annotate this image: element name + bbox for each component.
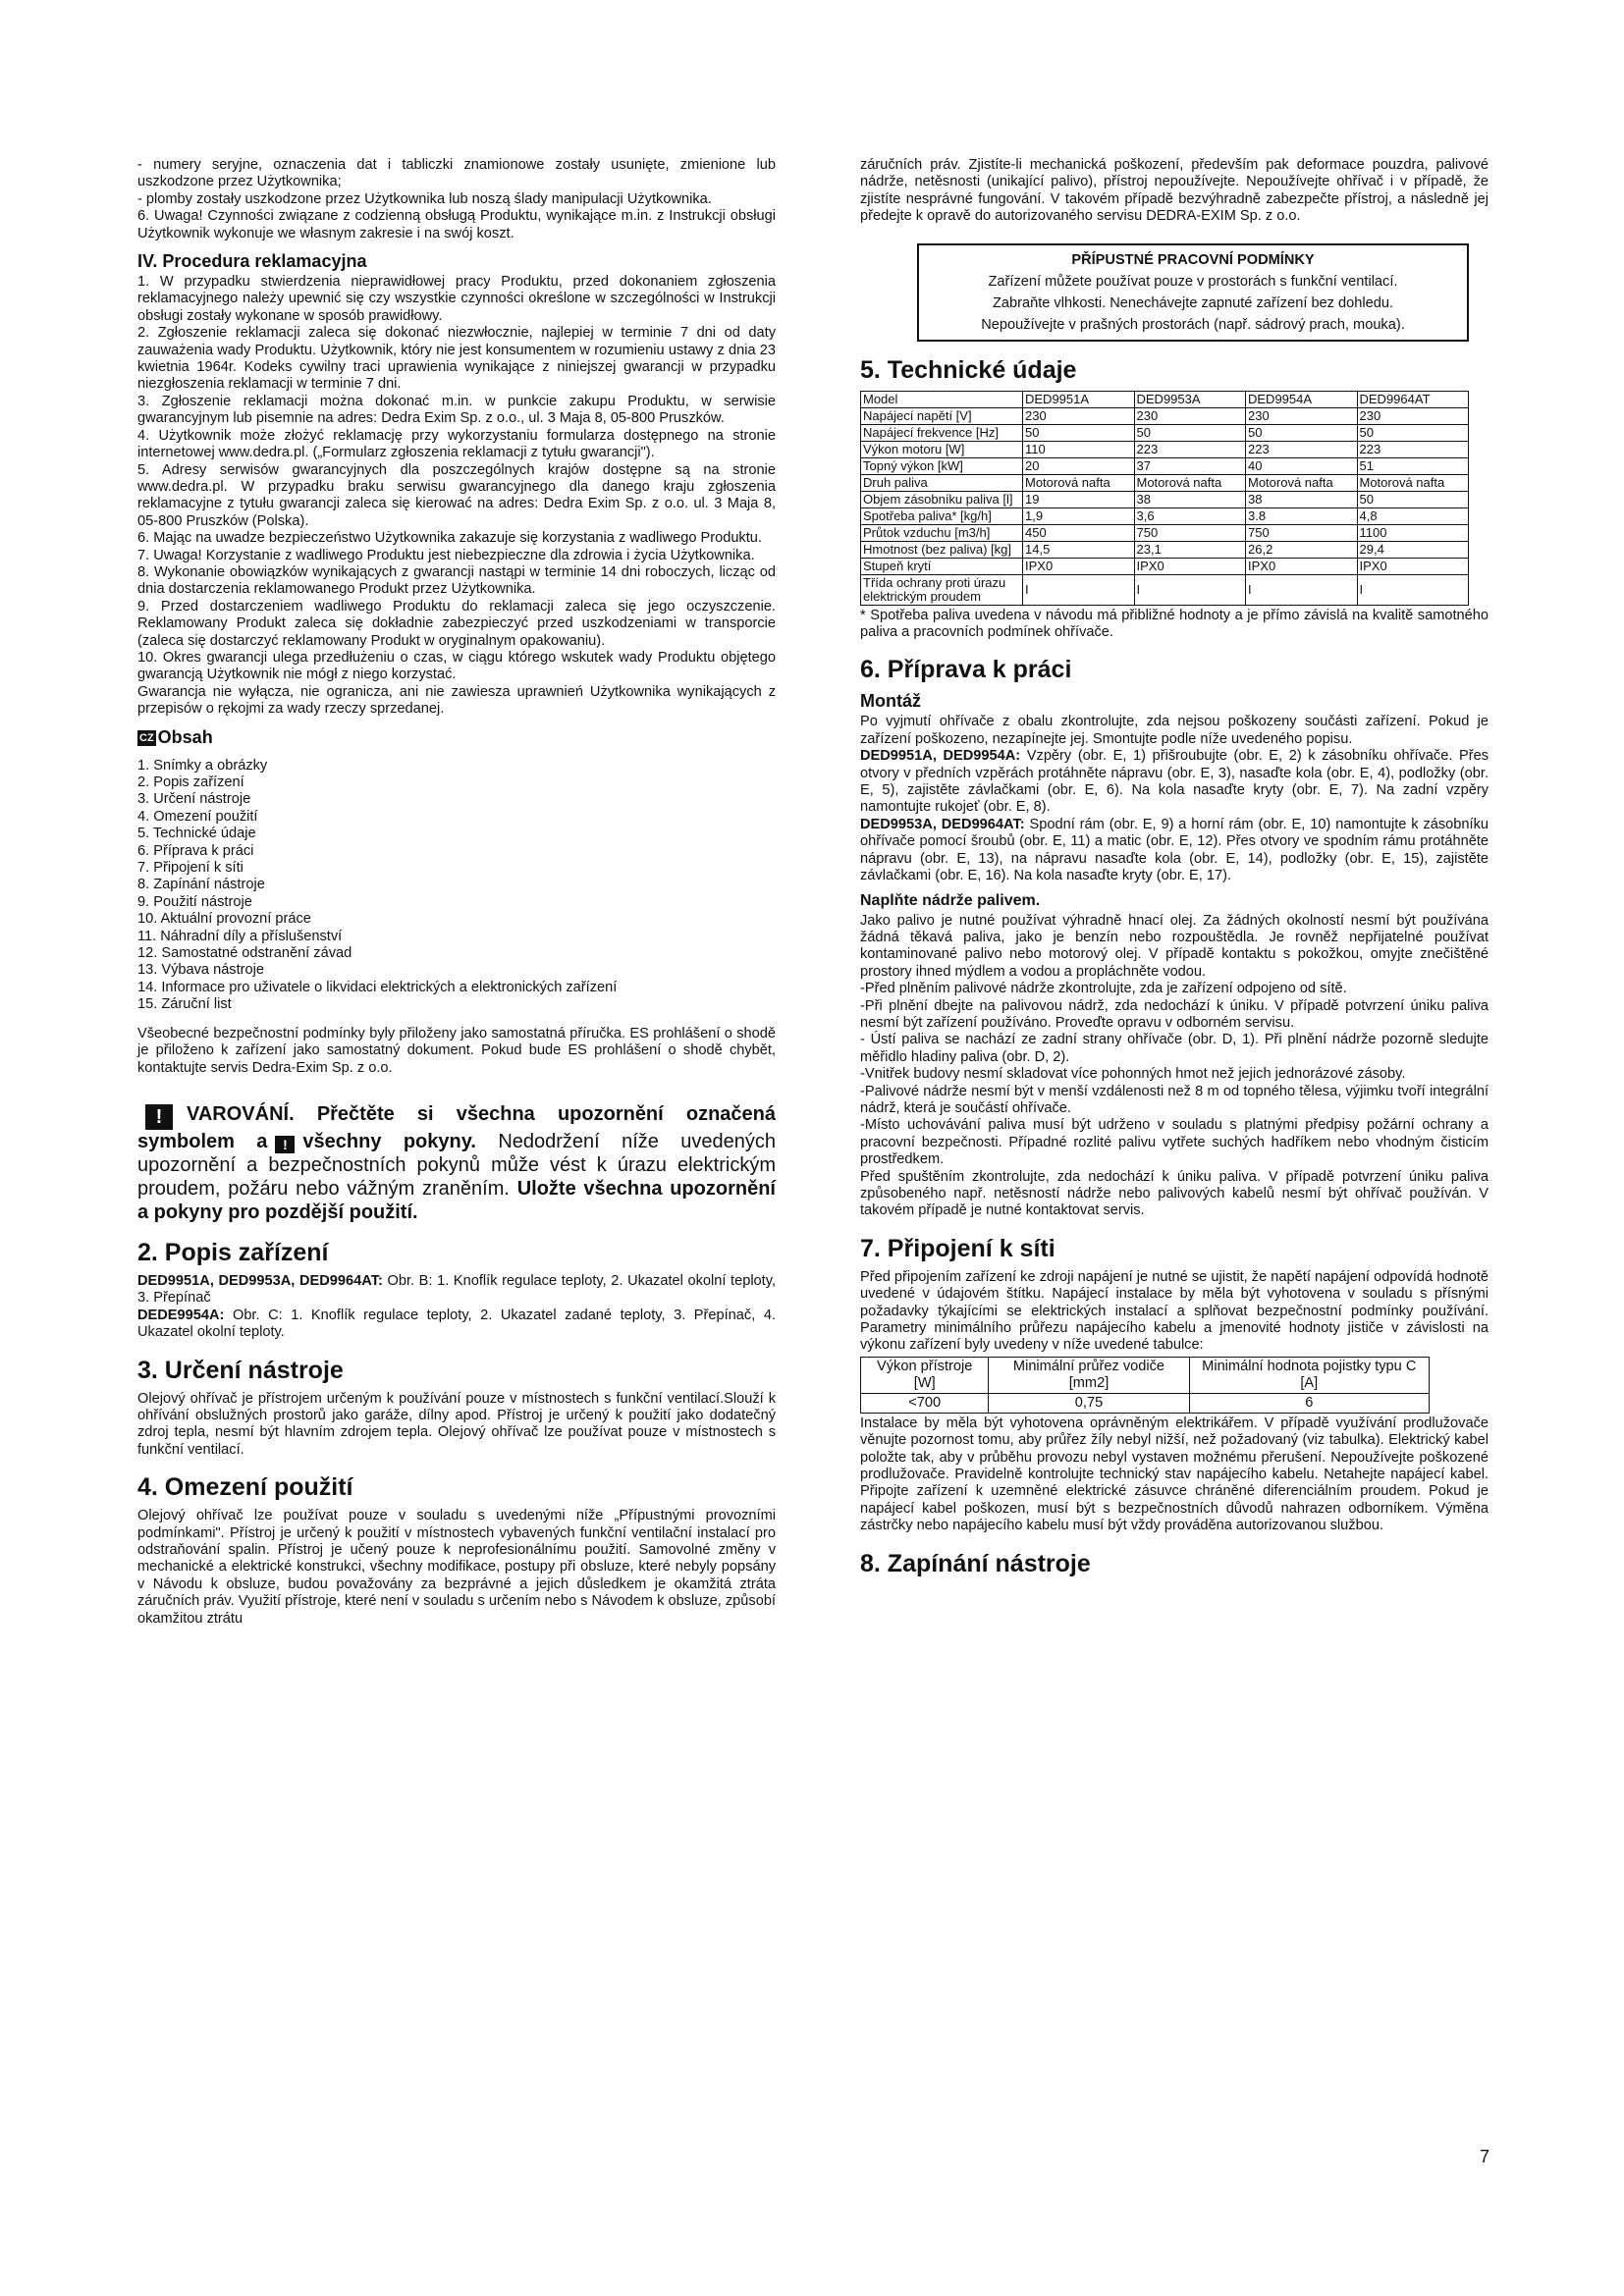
table-cell: IPX0 [1134,558,1246,574]
toc-item: 8. Zapínání nástroje [137,877,265,893]
table-cell: Topný výkon [kW] [861,457,1023,474]
table-cell: 223 [1134,441,1246,457]
page-number: 7 [1480,2147,1490,2166]
fuel-paragraph: Před spuštěním zkontrolujte, zda nedochází k úniku paliva. V případě potvrzení úniku paliva způsobeného např. netěsností nádrže nebo palivových kabelů nesmí být ohřívač používán. V takovém případě je nutné kontaktovat servis. [860,1168,1489,1219]
montaz-paragraph-3 [860,817,1489,885]
toc-item: 15. Záruční list [137,996,232,1013]
table-row [861,574,1469,605]
section-heading-procedura: IV. Procedura reklamacyjna [137,251,367,272]
table-row [861,424,1469,441]
warning-block [137,1102,776,1224]
section-heading-omezeni: 4. Omezení použití [137,1473,353,1502]
warning-bold-2: všechny pokyny. [302,1130,476,1152]
montaz-heading: Montáž [860,691,921,712]
table-cell: Napájecí napětí [V] [861,407,1023,424]
continuation-paragraph: záručních práv. Zjistíte-li mechanická poškození, především pak deformace pouzdra, palivové nádrže, netěsnosti (unikající palivo), přístroj nepoužívejte. Nepoužívejte ohřívač i v případě, že zjistíte nesprávné fungování. V takovém případě bezvýhradně zabezpečte přístroj, a následně jej předejte k opravě do autorizovaného servisu DEDRA-EXIM Sp. z o.o. [860,157,1489,225]
table-cell: 750 [1246,524,1358,541]
table-row [861,507,1469,524]
table-row [861,441,1469,457]
table-cell: Hmotnost (bez paliva) [kg] [861,541,1023,558]
omezeni-paragraph: Olejový ohřívač lze používat pouze v souladu s uvedenými níže „Přípustnými provozními podmínkami". Přístroj je určený k použití v místnostech vybavených funkční ventilační instalací pro odstraňování spalin. Přístroj je učený pouze k neprofesionálnímu použití. Samovolné změny v mechanické a elektrické konstrukci, všechny modifikace, postupy při obsluze, které nebyly popsány v Návodu k obsluze, budou považovány za bezprávné a jejich důsledkem je okamžitá ztráta záručních práv. Využití přístroje, které není v souladu s určením nebo s Návodem k obsluze, způsobí okamžitou ztrátu [137,1508,776,1627]
popis-models-2: DEDE9954A: [137,1307,225,1323]
toc-item: 13. Výbava nástroje [137,962,264,979]
table-cell: Objem zásobníku paliva [l] [861,491,1023,507]
obsah-title: Obsah [157,726,213,747]
table-cell: Motorová nafta [1134,474,1246,491]
table-row [861,524,1469,541]
table-cell: 50 [1023,424,1135,441]
table-cell: Průtok vzduchu [m3/h] [861,524,1023,541]
montaz-paragraph-2 [860,748,1489,817]
popis-text-2: Obr. C: 1. Knoflík regulace teploty, 2. Ukazatel zadané teploty, 3. Přepínač, 4. Ukazatel okolní teploty. [137,1307,776,1341]
table-row [861,491,1469,507]
table-cell: Motorová nafta [1357,474,1469,491]
table-row [861,558,1469,574]
montaz-text-2: Spodní rám (obr. E, 9) a horní rám (obr. E, 10) namontujte k zásobníku ohřívače pomocí šroubů (obr. E, 11) a matic (obr. E, 12). Přes otvory ve spodním rámu protáhněte nápravu (obr. E, 13), na nápravu nasaďte kola (obr. E, 14), podložky (obr. E, 15), zajistěte závlačkami (obr. E, 16). Na kola nasaďte kryty (obr. E, 17). [860,816,1489,884]
procedura-item: 9. Przed dostarczeniem wadliwego Produktu do reklamacji zaleca się jego oczyszczenie. Reklamowany Produkt zaleca się dokładnie zabezpieczyć przed uszkodzeniami w transporcie (zaleca się dostarczyć reklamowany Produkt w oryginalnym opakowaniu). [137,598,776,649]
fuel-heading: Naplňte nádrže palivem. [860,891,1041,909]
table-cell: 750 [1134,524,1246,541]
toc-item: 10. Aktuální provozní práce [137,911,311,928]
warning-small-icon: ! [275,1136,295,1153]
urceni-paragraph: Olejový ohřívač je přístrojem určeným k používání pouze v místnostech s funkční ventilací.Slouží k ohřívání obslužných prostorů jako garáže, dílny apod. Přístroj je určený k použití jako dodatečný zdroj tepla, nesmí být hlavním zdrojem tepla. Olejový ohřívač lze používat pouze v místnostech s funkční ventilací. [137,1390,776,1458]
toc-item: 3. Určení nástroje [137,791,251,808]
table-header-cell: DED9964AT [1357,391,1469,407]
fuel-paragraph: -Palivové nádrže nesmí být v menší vzdálenosti než 8 m od topného tělesa, výjimku tvoří integrální nádrž, která je součástí ohřívače. [860,1083,1489,1116]
table-cell: 110 [1023,441,1135,457]
condition-line: Zařízení můžete používat pouze v prostorách s funkční ventilací. [988,273,1398,290]
table-cell: 26,2 [1246,541,1358,558]
table-cell: 223 [1357,441,1469,457]
table-row [861,1393,1430,1413]
table-header-cell: Minimální hodnota pojistky typu C [A] [1189,1357,1429,1393]
toc-item: 2. Popis zařízení [137,774,244,790]
table-row [861,407,1469,424]
table-cell: 38 [1246,491,1358,507]
cz-flag-badge: CZ [139,731,154,744]
table-cell: 1100 [1357,524,1469,541]
montaz-models-2: DED9953A, DED9964AT: [860,816,1025,832]
warning-lead: VAROVÁNÍ. [187,1102,295,1125]
intro-paragraph: - numery seryjne, oznaczenia dat i tabliczki znamionowe zostały usunięte, zmienione lub uszkodzone przez Użytkownika; [137,157,776,190]
table-cell: 50 [1357,491,1469,507]
table-cell: IPX0 [1357,558,1469,574]
section-heading-zapinani: 8. Zapínání nástroje [860,1549,1091,1577]
section-heading-popis: 2. Popis zařízení [137,1238,329,1266]
toc-item: 9. Použití nástroje [137,893,252,910]
popis-text-1: Obr. B: 1. Knoflík regulace teploty, 2. Ukazatel okolní teploty, 3. Přepínač [137,1272,776,1307]
table-cell: 50 [1246,424,1358,441]
table-cell: 14,5 [1023,541,1135,558]
section-heading-priprava: 6. Příprava k práci [860,656,1072,684]
toc-item: 14. Informace pro uživatele o likvidaci elektrických a elektronických zařízení [137,979,618,995]
fuel-paragraph: -Vnitřek budovy nesmí skladovat více pohonných hmot než jejich jednorázové zásoby. [860,1066,1406,1083]
warning-triangle-icon: ! [145,1104,173,1130]
conditions-title: PŘÍPUSTNÉ PRACOVNÍ PODMÍNKY [1071,251,1315,268]
table-cell: Druh paliva [861,474,1023,491]
table-header-cell: DED9951A [1023,391,1135,407]
table-row [861,1357,1430,1393]
table-cell: Stupeň krytí [861,558,1023,574]
procedura-item: 5. Adresy serwisów gwarancyjnych dla poszczególnych krajów dostępne są na stronie www.dedra.pl. W przypadku braku serwisu gwarancyjnego dla danego kraju zgłoszenia reklamacyjne z tytułu gwarancji zaleca się kierować na adres: Dedra Exim Sp. z o.o. ul. 3 Maja 8, 05-800 Pruszków (Polska). [137,461,776,529]
pripojeni-paragraph-2: Instalace by měla být vyhotovena oprávněným elektrikářem. V případě využívání prodlužovače věnujte pozornost tomu, aby průřez žíly nebyl nižší, než požadovaný (viz tabulka). Elektrický kabel položte tak, aby v průběhu provozu nebyl vystaven možnému přerušení. Nepoužívejte poškozené prodlužovače. Pravidelně kontrolujte technický stav napájecího kabelu. Netahejte napájecí kabel. Připojte zařízení k uzemněné elektrické zásuvce chráněné diferenciálním proudem. Pokud je napájecí kabel poškozen, musí být s bezpečnostních důvodů nahrazen odborníkem. Výměna zástrčky nebo napájecího kabelu musí být vždy prováděna autorizovanou službou. [860,1415,1489,1534]
table-cell: I [1357,574,1469,605]
table-cell: 38 [1134,491,1246,507]
table-cell: 230 [1246,407,1358,424]
section-heading-technicke: 5. Technické údaje [860,355,1077,384]
right-column [860,157,1489,1584]
table-header-cell: DED9954A [1246,391,1358,407]
table-cell: Motorová nafta [1246,474,1358,491]
table-cell: IPX0 [1246,558,1358,574]
condition-line: Nepoužívejte v prašných prostorách (např. sádrový prach, mouka). [981,316,1405,333]
table-cell: I [1023,574,1135,605]
intro-paragraph: - plomby zostały uszkodzone przez Użytkownika lub noszą ślady manipulacji Użytkownika. [137,190,712,207]
left-column [137,157,776,1628]
warning-text: Nedodržení níže uvedených upozornění a bezpečnostních pokynů může vést k úrazu elektrickým proudem, požáru nebo vážným zraněním. [137,1130,776,1200]
intro-paragraph: 6. Uwaga! Czynności związane z codzienną obsługą Produktu, wynikające m.in. z Instrukcji obsługi Użytkownik wykonuje we własnym zakresie i na swój koszt. [137,208,776,241]
section-heading-urceni: 3. Určení nástroje [137,1356,344,1384]
toc-item: 12. Samostatné odstranění závad [137,945,352,962]
procedura-item: 7. Uwaga! Korzystanie z wadliwego Produktu jest niebezpieczne dla zdrowia i życia Użytkownika. [137,547,755,563]
table-cell: 20 [1023,457,1135,474]
montaz-paragraph-1: Po vyjmutí ohřívače z obalu zkontrolujte, zda nejsou poškozeny součásti zařízení. Pokud je zařízení poškozeno, nezapínejte jej. Smontujte podle níže uvedeného popisu. [860,714,1489,747]
table-cell: 230 [1023,407,1135,424]
procedura-item: 2. Zgłoszenie reklamacji zaleca się dokonać niezwłocznie, najlepiej w terminie 7 dni od daty zauważenia wady Produktu. Użytkownik, który nie jest konsumentem w rozumieniu ustawy z dnia 23 kwietnia 1964r. Kodeks cywilny traci uprawienia wynikające z niniejszej gwarancji w przypadku niezgłoszenia reklamacji w terminie 7 dni. [137,325,776,393]
table-row [861,391,1469,407]
toc-item: 11. Náhradní díly a příslušenství [137,928,343,944]
procedura-item: Gwarancja nie wyłącza, nie ogranicza, ani nie zawiesza uprawnień Użytkownika wynikających z przepisów o rękojmi za wady rzeczy sprzedanej. [137,683,776,718]
toc-item: 4. Omezení použití [137,808,258,825]
table-cell: 37 [1134,457,1246,474]
montaz-text-1: Vzpěry (obr. E, 1) přišroubujte (obr. E, 2) k zásobníku ohřívače. Přes otvory v předních vzpěrách protáhněte nápravu (obr. E, 3), nasaďte kola (obr. E, 4), podložky (obr. E, 5), zajistěte závlačkami (obr. E, 6). Na kola nasaďte kryty (obr. E, 7). Na zadní vzpěry namontujte rukojeť (obr. E, 8). [860,748,1489,816]
table-cell: 29,4 [1357,541,1469,558]
table-cell: 40 [1246,457,1358,474]
procedura-item: 8. Wykonanie obowiązków wynikających z gwarancji nastąpi w terminie 14 dni roboczych, licząc od dnia dostarczenia reklamowanego Produkt przez Użytkownika. [137,563,776,598]
table-cell: IPX0 [1023,558,1135,574]
condition-line: Zabraňte vlhkosti. Nenechávejte zapnuté zařízení bez dohledu. [992,294,1394,311]
procedura-list [137,274,776,719]
table-cell: 50 [1357,424,1469,441]
fuel-paragraph: Jako palivo je nutné používat výhradně hnací olej. Za žádných okolností nesmí být používána žádná těkavá paliva, jako je benzín nebo rozpouštědla. Je rovněž nepřijatelné používat kontaminované palivo nebo motorový olej. V případě kontaktu s pokožkou, omyjte znečištěné prostory ihned mýdlem a vodou a propláchněte vodou. [860,912,1489,980]
obsah-heading [137,726,776,748]
montaz-models-1: DED9951A, DED9954A: [860,748,1021,765]
popis-models-1: DED9951A, DED9953A, DED9964AT: [137,1272,383,1289]
table-cell: 230 [1357,407,1469,424]
warning-bold-3: Uložte všechna upozornění a pokyny pro pozdější použití. [137,1177,776,1223]
procedura-item: 3. Zgłoszenie reklamacji można dokonać m.in. w punkcie zakupu Produktu, w serwisie gwarancyjnym lub pisemnie na adres: Dedra Exim Sp. z o.o., ul. 3 Maja 8, 05-800 Pruszków. [137,393,776,427]
table-cell: <700 [861,1393,989,1413]
general-safety-note: Všeobecné bezpečnostní podmínky byly přiloženy jako samostatná příručka. ES prohlášení o shodě je přiloženo k zařízení jako samostatný dokument. Pokud bude ES prohlášení o shodě chybět, kontaktujte servis Dedra-Exim Sp. z o.o. [137,1025,776,1076]
table-cell: 19 [1023,491,1135,507]
intro-block [137,157,776,242]
table-header-cell: Minimální průřez vodiče [mm2] [989,1357,1189,1393]
table-of-contents [137,758,776,1014]
fuel-paragraph: - Ústí paliva se nachází ze zadní strany ohřívače (obr. D, 1). Při plnění nádrže pozorně sledujte měřidlo hladiny paliva (obr. D, 2). [860,1032,1489,1065]
fuel-paragraph: -Před plněním palivové nádrže zkontrolujte, zda je zařízení odpojeno od sítě. [860,981,1347,997]
toc-item: 6. Příprava k práci [137,842,254,859]
table-cell: I [1246,574,1358,605]
table-header-cell: DED9953A [1134,391,1246,407]
table-cell: 1,9 [1023,507,1135,524]
table-header-cell: Výkon přístroje [W] [861,1357,989,1393]
pripojeni-paragraph-1: Před připojením zařízení ke zdroji napájení je nutné se ujistit, že napětí napájení odpovídá hodnotě uvedené v údajovém štítku. Napájecí instalace by měla být vyhotovena v souladu s přísnými požadavky týkajícími se elektrických instalací a splňovat bezpečnostní podmínky používání. Parametry minimálního průřezu napájecího kabelu a jmenovité hodnoty jističe v závislosti na výkonu zařízení byly uvedeny v níže uvedené tabulce: [860,1268,1489,1354]
popis-paragraph-2 [137,1308,776,1342]
operating-conditions-box [917,243,1469,342]
procedura-item: 10. Okres gwarancji ulega przedłużeniu o czas, w ciągu którego wskutek wady Produktu objętego gwarancją Użytkownik nie mógł z niego korzystać. [137,649,776,683]
section-heading-pripojeni: 7. Připojení k síti [860,1234,1056,1262]
table-row [861,474,1469,491]
technical-data-table [860,391,1469,606]
table-cell: 3.8 [1246,507,1358,524]
spec-footnote: * Spotřeba paliva uvedena v návodu má přibližné hodnoty a je přímo závislá na kvalitě samotného paliva a pracovních podmínek ohřívače. [860,607,1489,641]
procedura-item: 6. Mając na uwadze bezpieczeństwo Użytkownika zakazuje się korzystania z wadliwego Produktu. [137,530,762,547]
power-cable-table [860,1357,1430,1414]
warning-bold-1: Přečtěte si všechna upozornění označená symbolem a [137,1102,777,1152]
table-cell: I [1134,574,1246,605]
procedura-item: 4. Użytkownik może złożyć reklamację przy wykorzystaniu formularza dostępnego na stronie internetowej www.dedra.pl. („Formularz zgłoszenia reklamacji z tytułu gwarancji"). [137,427,776,461]
table-cell: 50 [1134,424,1246,441]
table-cell: Napájecí frekvence [Hz] [861,424,1023,441]
toc-item: 5. Technické údaje [137,826,256,842]
table-cell: 0,75 [989,1393,1189,1413]
toc-item: 1. Snímky a obrázky [137,757,268,774]
fuel-paragraph: -Místo uchovávání paliva musí být udrženo v souladu s platnými předpisy požární ochrany a pracovní bezpečnosti. Případné rozlité palivu vytřete suchých hadříkem nebo vhodným čisticím prostředkem. [860,1117,1489,1168]
table-cell: 23,1 [1134,541,1246,558]
table-header-cell: Model [861,391,1023,407]
table-cell: 4,8 [1357,507,1469,524]
table-cell: 230 [1134,407,1246,424]
table-cell: 450 [1023,524,1135,541]
procedura-item: 1. W przypadku stwierdzenia nieprawidłowej pracy Produktu, przed dokonaniem zgłoszenia reklamacyjnego należy upewnić się czy wszystkie czynności określone w szczególności w Instrukcji obsługi zostały wykonane w sposób prawidłowy. [137,274,776,324]
table-cell: 51 [1357,457,1469,474]
table-cell: Výkon motoru [W] [861,441,1023,457]
table-cell: 223 [1246,441,1358,457]
table-row [861,541,1469,558]
table-cell: Motorová nafta [1023,474,1135,491]
table-cell: 6 [1189,1393,1429,1413]
popis-paragraph-1 [137,1273,776,1308]
toc-item: 7. Připojení k síti [137,860,244,877]
table-cell: 3,6 [1134,507,1246,524]
table-cell: Spotřeba paliva* [kg/h] [861,507,1023,524]
table-row [861,457,1469,474]
fuel-paragraph: -Při plnění dbejte na palivovou nádrž, zda nedochází k úniku. V případě potvrzení úniku paliva nesmí být zařízení používáno. Proveďte opravu v odborném servisu. [860,997,1489,1031]
table-cell: Třída ochrany proti úrazu elektrickým proudem [861,574,1023,605]
